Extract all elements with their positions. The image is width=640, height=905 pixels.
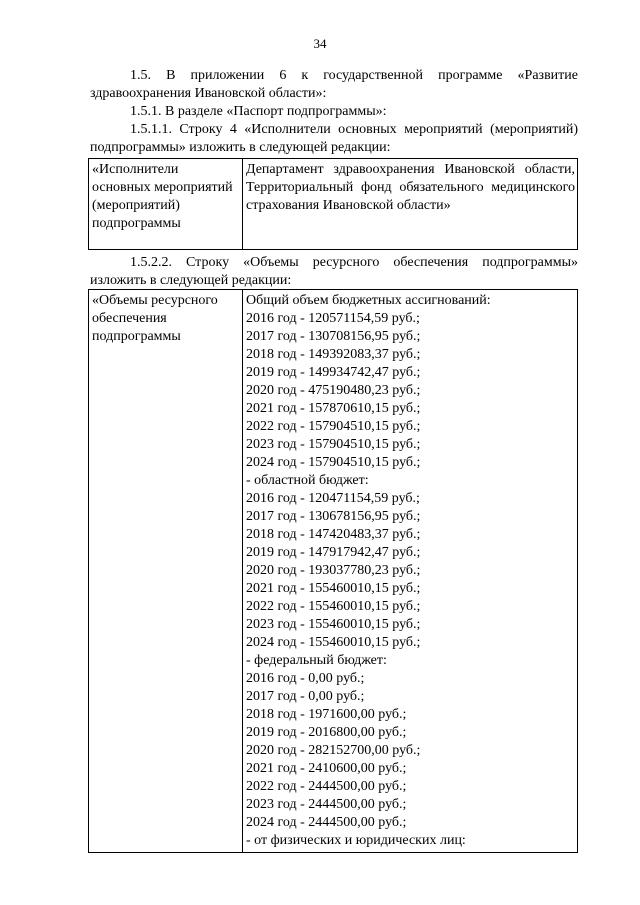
regional-header: - областной бюджет: (246, 473, 369, 488)
federal-year-line: 2023 год - 2444500,00 руб.; (246, 797, 407, 812)
regional-year-line: 2016 год - 120471154,59 руб.; (246, 491, 420, 506)
regional-list (246, 490, 575, 652)
resources-label-cell (89, 290, 243, 853)
total-year-line: 2019 год - 149934742,47 руб.; (246, 365, 421, 380)
federal-year-line: 2021 год - 2410600,00 руб.; (246, 761, 407, 776)
regional-year-line: 2024 год - 155460010,15 руб.; (246, 635, 421, 650)
federal-year-line: 2017 год - 0,00 руб.; (246, 689, 365, 704)
executors-line-2: Территориальный фонд обязательного медицинского страхования Ивановской области» (246, 180, 575, 213)
total-year-line: 2024 год - 157904510,15 руб.; (246, 455, 421, 470)
total-year-line: 2017 год - 130708156,95 руб.; (246, 329, 421, 344)
total-list (246, 310, 575, 472)
regional-year-line: 2022 год - 155460010,15 руб.; (246, 599, 421, 614)
resources-label: «Объемы ресурсного обеспечения подпрограммы (92, 293, 218, 344)
executors-label: «Исполнители основных мероприятий (мероприятий) подпрограммы (92, 162, 233, 231)
table-row (89, 159, 578, 250)
resources-value-cell (243, 290, 578, 853)
federal-header: - федеральный бюджет: (246, 653, 387, 668)
federal-year-line: 2020 год - 282152700,00 руб.; (246, 743, 421, 758)
paragraph-1-5-1: 1.5.1. В разделе «Паспорт подпрограммы»: (130, 104, 387, 119)
total-year-line: 2016 год - 120571154,59 руб.; (246, 311, 420, 326)
resources-table (88, 289, 578, 853)
executors-label-cell (89, 159, 243, 250)
federal-year-line: 2018 год - 1971600,00 руб.; (246, 707, 407, 722)
executors-value-cell (243, 159, 578, 250)
total-year-line: 2023 год - 157904510,15 руб.; (246, 437, 421, 452)
regional-year-line: 2021 год - 155460010,15 руб.; (246, 581, 421, 596)
regional-year-line: 2017 год - 130678156,95 руб.; (246, 509, 421, 524)
federal-year-line: 2016 год - 0,00 руб.; (246, 671, 365, 686)
federal-list (246, 670, 575, 832)
paragraph-1-5-1-1: 1.5.1.1. Строку 4 «Исполнители основных мероприятий (мероприятий) подпрограммы» изложить в следующей редакции: (90, 122, 578, 155)
federal-year-line: 2022 год - 2444500,00 руб.; (246, 779, 407, 794)
regional-year-line: 2019 год - 147917942,47 руб.; (246, 545, 421, 560)
regional-year-line: 2020 год - 193037780,23 руб.; (246, 563, 421, 578)
total-header: Общий объем бюджетных ассигнований: (246, 293, 491, 308)
executors-line-1: Департамент здравоохранения Ивановской области, (246, 162, 575, 177)
page-number: 34 (313, 36, 327, 51)
paragraph-1-5: 1.5. В приложении 6 к государственной программе «Развитие здравоохранения Ивановской области»: (90, 68, 578, 101)
federal-year-line: 2024 год - 2444500,00 руб.; (246, 815, 407, 830)
total-year-line: 2021 год - 157870610,15 руб.; (246, 401, 421, 416)
total-year-line: 2022 год - 157904510,15 руб.; (246, 419, 421, 434)
regional-year-line: 2023 год - 155460010,15 руб.; (246, 617, 421, 632)
total-year-line: 2018 год - 149392083,37 руб.; (246, 347, 421, 362)
private-header: - от физических и юридических лиц: (246, 833, 466, 848)
executors-table (88, 158, 578, 250)
federal-year-line: 2019 год - 2016800,00 руб.; (246, 725, 407, 740)
regional-year-line: 2018 год - 147420483,37 руб.; (246, 527, 421, 542)
paragraph-1-5-2-2: 1.5.2.2. Строку «Объемы ресурсного обеспечения подпрограммы» изложить в следующей редакции: (90, 255, 578, 288)
table-row (89, 290, 578, 853)
total-year-line: 2020 год - 475190480,23 руб.; (246, 383, 421, 398)
